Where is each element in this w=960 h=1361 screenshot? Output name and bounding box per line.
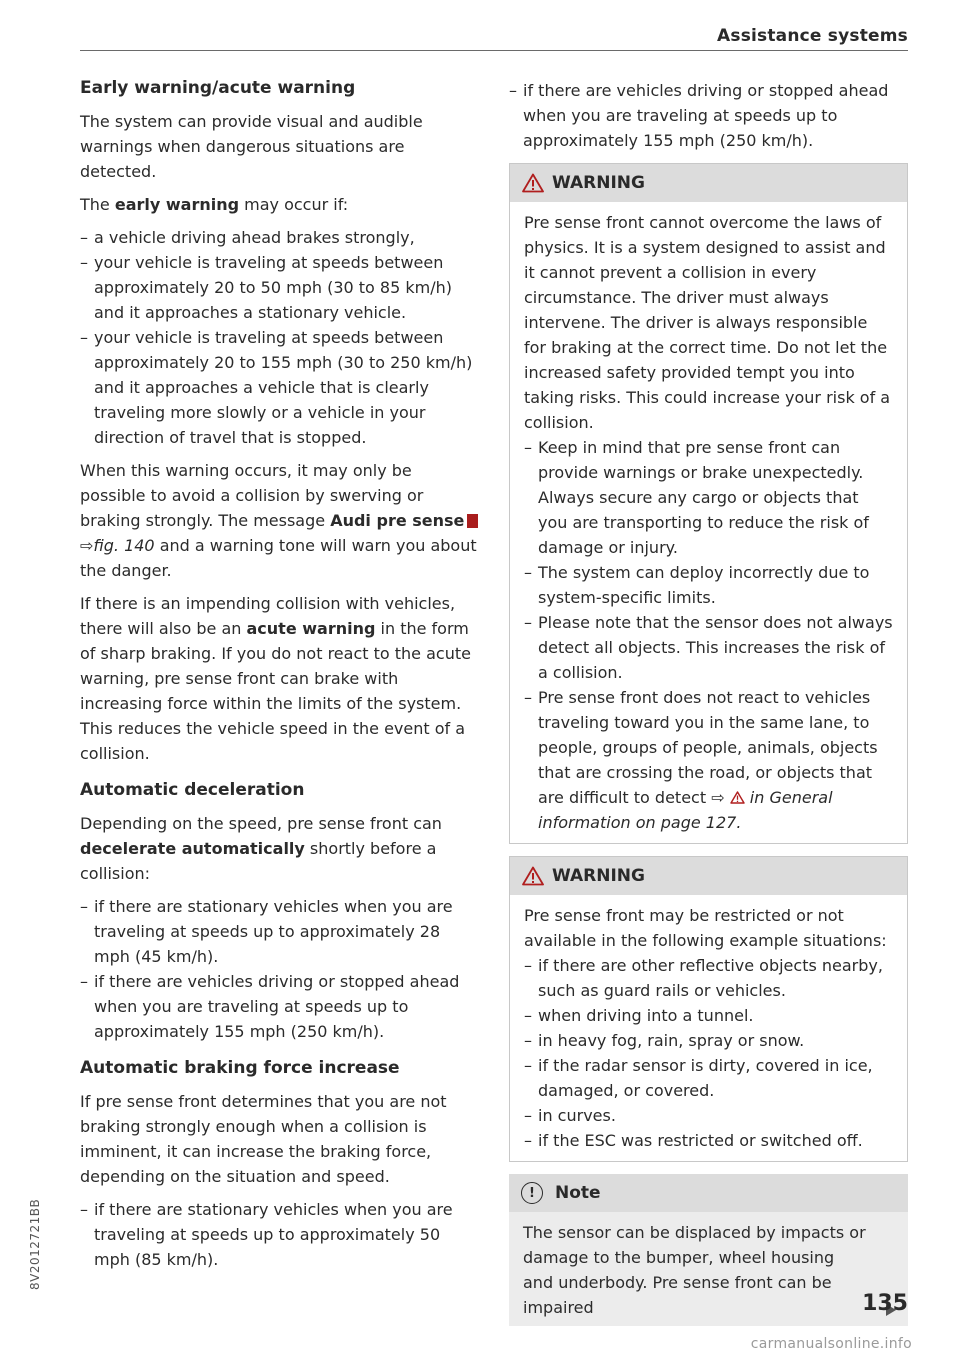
page-number: 135 xyxy=(862,1291,908,1316)
warning-triangle-icon xyxy=(522,173,544,193)
note-box xyxy=(509,1174,908,1326)
right-column xyxy=(509,78,908,1338)
left-column xyxy=(80,76,480,1280)
list-item: – in curves. xyxy=(524,1103,893,1128)
list-item: – a vehicle driving ahead brakes strongly, xyxy=(80,225,480,250)
list-item: – if there are vehicles driving or stopped ahead when you are traveling at speeds up to approximately 155 mph (250 km/h). xyxy=(509,78,908,153)
warning-triangle-icon xyxy=(730,791,745,804)
list-item: – in heavy fog, rain, spray or snow. xyxy=(524,1028,893,1053)
paragraph-braking-force: If pre sense front determines that you are not braking strongly enough when a collision is imminent, it can increase the braking force, depending on the situation and speed. xyxy=(80,1092,447,1186)
note-body xyxy=(509,1212,908,1326)
list-item: – Keep in mind that pre sense front can provide warnings or brake unexpectedly. Always secure any cargo or objects that you are transporting to reduce the risk of damage or injury. xyxy=(524,435,893,560)
paragraph-acute-warning: If there is an impending collision with vehicles, there will also be an acute warning in the form of sharp braking. If you do not react to the acute warning, pre sense front can brake with increasing force within the limits of the system. This reduces the vehicle speed in the event of a collision. xyxy=(80,594,471,763)
page-reference[interactable]: in General information on page 127. xyxy=(538,788,833,832)
heading-automatic-deceleration: Automatic deceleration xyxy=(80,780,305,800)
section-title: Assistance systems xyxy=(717,26,908,46)
paragraph-early-warning: The early warning may occur if: xyxy=(80,195,349,214)
heading-braking-force: Automatic braking force increase xyxy=(80,1058,400,1078)
paragraph-deceleration: Depending on the speed, pre sense front can decelerate automatically shortly before a collision: xyxy=(80,814,442,883)
figure-reference[interactable]: fig. 140 xyxy=(93,536,155,555)
list-item: – if there are vehicles driving or stopped ahead when you are traveling at speeds up to approximately 155 mph (250 km/h). xyxy=(80,969,480,1044)
list-item: – if there are stationary vehicles when you are traveling at speeds up to approximately 28 mph (45 km/h). xyxy=(80,894,480,969)
header-divider xyxy=(80,50,908,51)
list-item: – if the ESC was restricted or switched off. xyxy=(524,1128,893,1153)
deceleration-list xyxy=(80,894,480,1044)
warning-header xyxy=(510,164,907,202)
note-header xyxy=(509,1174,908,1212)
warning-box-2 xyxy=(509,856,908,1162)
note-text: The sensor can be displaced by impacts or damage to the bumper, wheel housing and underbody. Pre sense front can be impaired xyxy=(523,1223,866,1317)
paragraph-intro: The system can provide visual and audible warnings when dangerous situations are detected. xyxy=(80,112,423,181)
paragraph-warning-occurs: When this warning occurs, it may only be possible to avoid a collision by swerving or braking strongly. The message Audi pre sense ⇨fig. 140 and a warning tone will warn you about the danger. xyxy=(80,461,477,580)
warning-header xyxy=(510,857,907,895)
warning-text: Pre sense front cannot overcome the laws of physics. It is a system designed to assist and it cannot prevent a collision in every circumstance. The driver must always intervene. The driver is always responsible for braking at the correct time. Do not let the increased safety provided tempt you into taking risks. This could increase your risk of a collision. xyxy=(524,213,891,432)
list-item: – if there are stationary vehicles when you are traveling at speeds up to approximately 50 mph (85 km/h). xyxy=(80,1197,480,1272)
watermark: carmanualsonline.info xyxy=(750,1336,912,1352)
warning-list xyxy=(524,435,893,835)
heading-early-warning: Early warning/acute warning xyxy=(80,78,356,98)
list-item: – when driving into a tunnel. xyxy=(524,1003,893,1028)
continued-list xyxy=(509,78,908,153)
early-warning-list xyxy=(80,225,480,450)
warning-body xyxy=(510,202,907,843)
list-item: – The system can deploy incorrectly due to system-specific limits. xyxy=(524,560,893,610)
list-item: – Please note that the sensor does not always detect all objects. This increases the risk of a collision. xyxy=(524,610,893,685)
note-info-icon: ! xyxy=(521,1182,543,1204)
red-indicator-icon xyxy=(467,514,478,528)
warning-triangle-icon xyxy=(522,866,544,886)
warning-title: WARNING xyxy=(552,172,645,193)
warning-list xyxy=(524,953,893,1153)
warning-box-1 xyxy=(509,163,908,844)
note-title: Note xyxy=(555,1182,601,1203)
document-code: 8V2012721BB xyxy=(28,1198,42,1290)
list-item: – your vehicle is traveling at speeds between approximately 20 to 50 mph (30 to 85 km/h) and it approaches a stationary vehicle. xyxy=(80,250,480,325)
list-item: – your vehicle is traveling at speeds between approximately 20 to 155 mph (30 to 250 km/h) and it approaches a vehicle that is clearly traveling more slowly or a vehicle in your direction of travel that is stopped. xyxy=(80,325,480,450)
list-item: – if the radar sensor is dirty, covered in ice, damaged, or covered. xyxy=(524,1053,893,1103)
list-item: – if there are other reflective objects nearby, such as guard rails or vehicles. xyxy=(524,953,893,1003)
warning-body xyxy=(510,895,907,1161)
list-item: – Pre sense front does not react to vehicles traveling toward you in the same lane, to people, groups of people, animals, objects that are crossing the road, or objects that are difficult to detect ⇨ in General information on page 127. xyxy=(524,685,893,835)
warning-text: Pre sense front may be restricted or not available in the following example situations: xyxy=(524,906,887,950)
warning-title: WARNING xyxy=(552,865,645,886)
braking-force-list xyxy=(80,1197,480,1272)
